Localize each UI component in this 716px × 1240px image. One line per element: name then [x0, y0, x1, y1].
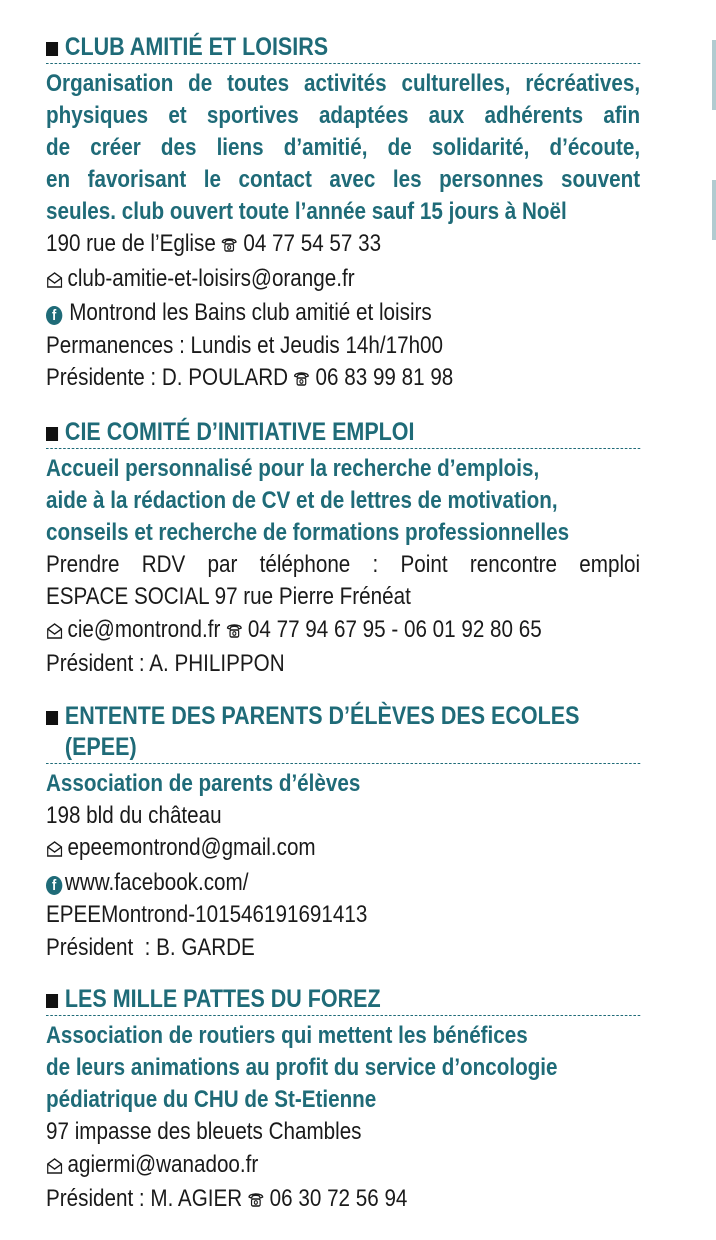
square-bullet-icon: [46, 42, 58, 56]
president-line: Président : A. PHILIPPON: [46, 650, 285, 677]
address-line: [46, 228, 640, 263]
phone-icon: [293, 364, 310, 397]
email-link[interactable]: cie@montrond.fr: [67, 615, 221, 643]
facebook-link[interactable]: Montrond les Bains club amitié et loisirs: [69, 299, 432, 326]
facebook-icon: f: [46, 876, 62, 895]
contact-line: [46, 614, 640, 649]
address-line: 97 impasse des bleuets Chambles: [46, 1118, 362, 1145]
president-line: Président : B. GARDE: [46, 933, 255, 961]
section-description: [46, 68, 640, 228]
phone-numbers[interactable]: 04 77 94 67 95 - 06 01 92 80 65: [247, 615, 542, 643]
description-line: physiques et sportives adaptées aux adhérents afin: [46, 102, 641, 129]
square-bullet-icon: [46, 994, 58, 1008]
description-line: Organisation de toutes activités culturelles, récréatives,: [46, 70, 641, 97]
square-bullet-icon: [46, 427, 58, 441]
description-line: conseils et recherche de formations professionnelles: [46, 518, 570, 546]
section-title-text: LES MILLE PATTES DU FOREZ: [64, 985, 381, 1013]
email-line: [46, 832, 640, 867]
description-line: pédiatrique du CHU de St-Etienne: [46, 1086, 377, 1113]
president-line: [46, 1183, 640, 1218]
page-edge-mark: [712, 180, 716, 240]
section-description: [46, 768, 640, 800]
hours-line: Permanences : Lundis et Jeudis 14h/17h00: [46, 331, 444, 359]
envelope-icon: [46, 616, 63, 649]
president-name: Président : M. AGIER: [46, 1185, 243, 1212]
email-link[interactable]: club-amitie-et-loisirs@orange.fr: [67, 264, 355, 292]
section-title-text: CIE COMITÉ D’INITIATIVE EMPLOI: [64, 417, 415, 446]
description-line: Association de routiers qui mettent les bénéfices: [46, 1022, 528, 1049]
section-title-text: CLUB AMITIÉ ET LOISIRS: [64, 33, 329, 61]
facebook-line: [46, 297, 640, 330]
description-line: de créer des liens d’amitié, de solidarité, d’écoute,: [46, 134, 641, 161]
phone-number[interactable]: 04 77 54 57 33: [243, 230, 382, 257]
address-line: ESPACE SOCIAL 97 rue Pierre Frénéat: [46, 583, 411, 610]
phone-icon: [247, 1185, 264, 1218]
envelope-icon: [46, 265, 63, 298]
president-line: [46, 362, 640, 397]
section-cie: [46, 417, 640, 681]
facebook-line: [46, 867, 640, 900]
phone-icon: [221, 230, 238, 263]
section-title-text: ENTENTE DES PARENTS D’ÉLÈVES DES ECOLES (EPEE): [64, 701, 580, 761]
section-title: [46, 417, 640, 449]
description-line: de leurs animations au profit du service d’oncologie: [46, 1054, 558, 1081]
square-bullet-icon: [46, 711, 58, 725]
email-link[interactable]: epeemontrond@gmail.com: [67, 834, 316, 861]
description-line: seules. club ouvert toute l’année sauf 15 jours à Noël: [46, 198, 567, 225]
email-line: [46, 263, 640, 298]
address-text: 190 rue de l’Eglise: [46, 230, 216, 257]
section-mille-pattes: [46, 984, 640, 1218]
envelope-icon: [46, 1151, 63, 1184]
address-line: 198 bld du château: [46, 801, 222, 829]
facebook-icon: f: [46, 306, 62, 325]
facebook-link[interactable]: www.facebook.com/: [64, 868, 249, 896]
email-link[interactable]: agiermi@wanadoo.fr: [67, 1150, 259, 1178]
phone-number[interactable]: 06 83 99 81 98: [315, 364, 454, 391]
section-description: [46, 453, 640, 549]
section-club-amitie: [46, 32, 640, 397]
description-line: en favorisant le contact avec les personnes souvent: [46, 166, 641, 193]
section-epee: [46, 701, 640, 965]
facebook-line-continued[interactable]: EPEEMontrond-101546191691413: [46, 901, 368, 928]
description-line: Accueil personnalisé pour la recherche d’emplois,: [46, 454, 540, 482]
appointment-line: Prendre RDV par téléphone : Point rencontre emploi: [46, 550, 641, 578]
envelope-icon: [46, 834, 63, 867]
phone-icon: [226, 616, 243, 649]
page-edge-mark: [712, 40, 716, 110]
email-line: [46, 1149, 640, 1184]
section-title: [46, 984, 640, 1016]
president-name: Présidente : D. POULARD: [46, 364, 289, 391]
phone-number[interactable]: 06 30 72 56 94: [269, 1185, 408, 1212]
section-description: [46, 1020, 640, 1116]
description-line: Association de parents d’élèves: [46, 769, 361, 797]
section-title: [46, 32, 640, 64]
section-title: [46, 701, 640, 764]
description-line: aide à la rédaction de CV et de lettres de motivation,: [46, 486, 558, 514]
